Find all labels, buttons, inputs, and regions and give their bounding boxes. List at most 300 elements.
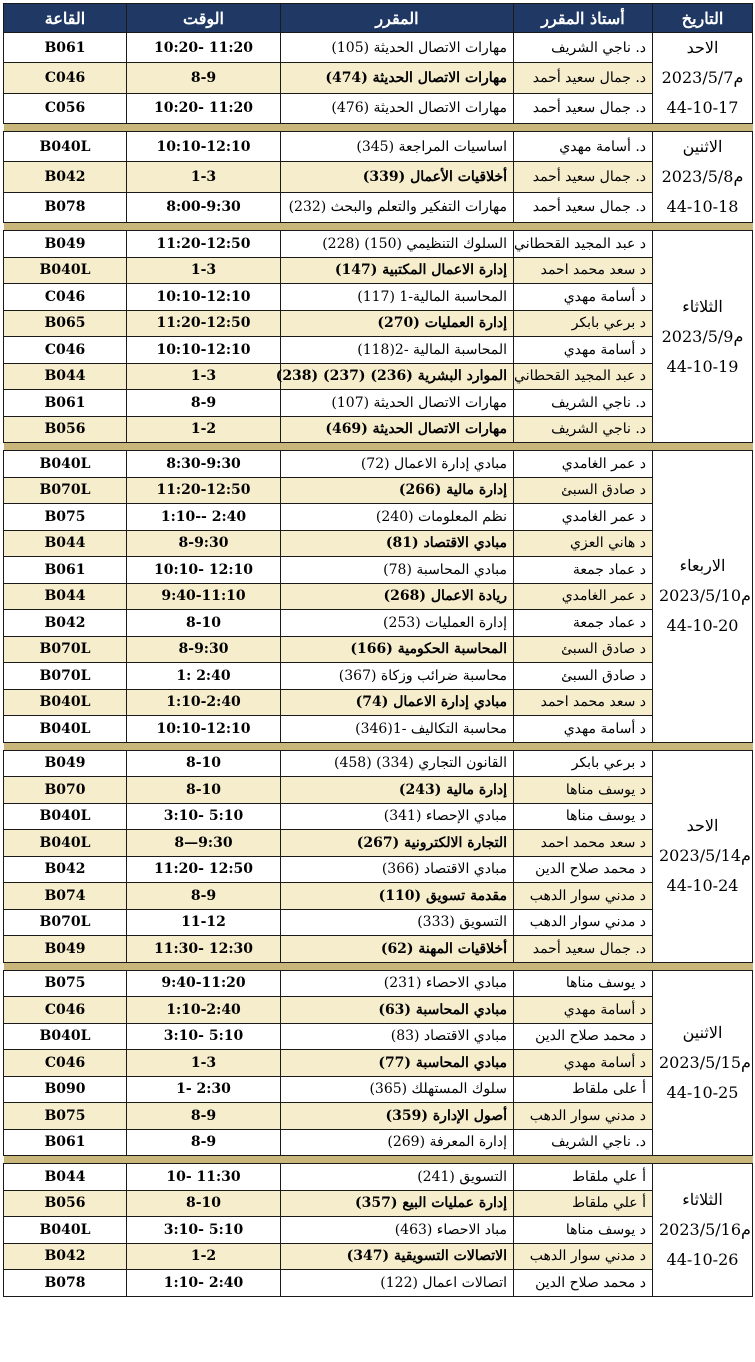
time-cell xyxy=(127,1190,281,1217)
room-cell xyxy=(4,530,127,557)
course-cell: إدارة عمليات البيع (357) xyxy=(281,1190,514,1217)
room-cell-value: B056 xyxy=(44,421,86,438)
teacher-cell: د عماد جمعة xyxy=(514,557,653,584)
teacher-cell: د برعي بابكر xyxy=(514,750,653,777)
time-cell-value: 11:20-12:50 xyxy=(156,235,251,252)
course-cell: ريادة الاعمال (268) xyxy=(281,583,514,610)
time-cell xyxy=(127,883,281,910)
course-cell: إدارة المعرفة (269) xyxy=(281,1129,514,1156)
table-row xyxy=(4,192,753,222)
course-cell: مهارات الاتصال الحديثة (105) xyxy=(281,33,514,63)
teacher-cell: د صادق السبئ xyxy=(514,477,653,504)
room-cell xyxy=(4,936,127,963)
room-cell-value: B090 xyxy=(44,1081,86,1098)
room-cell-value: B040L xyxy=(39,455,91,472)
time-cell-value: 8-9:30 xyxy=(178,641,229,658)
teacher-cell: أ علي ملقاط xyxy=(514,1190,653,1217)
room-cell-value: B070 xyxy=(44,781,86,798)
day-date-cell xyxy=(653,451,753,743)
room-cell-value: B040L xyxy=(39,720,91,737)
room-cell-value: B040L xyxy=(39,138,91,155)
time-cell-value: 9:40-11:20 xyxy=(161,975,246,992)
time-cell xyxy=(127,162,281,192)
time-cell-value: 11:20-12:50 xyxy=(156,315,251,332)
table-row xyxy=(4,257,753,284)
teacher-cell: د. ناجي الشريف xyxy=(514,390,653,417)
time-cell-value: 10:10-12:10 xyxy=(156,341,251,358)
room-cell xyxy=(4,716,127,743)
room-cell xyxy=(4,557,127,584)
table-row xyxy=(4,93,753,123)
time-cell xyxy=(127,716,281,743)
room-cell-value: B078 xyxy=(44,1274,86,1291)
teacher-cell: د عماد جمعة xyxy=(514,610,653,637)
table-row xyxy=(4,557,753,584)
time-cell xyxy=(127,416,281,443)
time-cell-value: 3:10- 5:10 xyxy=(163,1028,244,1045)
time-cell xyxy=(127,1076,281,1103)
table-row xyxy=(4,663,753,690)
room-cell-value: C056 xyxy=(44,100,86,117)
room-cell-value: B042 xyxy=(44,614,86,631)
room-cell xyxy=(4,803,127,830)
time-cell xyxy=(127,1050,281,1077)
time-cell xyxy=(127,1217,281,1244)
teacher-cell: د عبد المجيد القحطاني xyxy=(514,231,653,258)
table-row xyxy=(4,830,753,857)
room-cell xyxy=(4,1103,127,1130)
course-cell: مبادي المحاسبة (63) xyxy=(281,997,514,1024)
table-row xyxy=(4,477,753,504)
course-cell: مبادي المحاسبة (78) xyxy=(281,557,514,584)
course-cell: إدارة العمليات (270) xyxy=(281,310,514,337)
room-cell-value: C046 xyxy=(44,1054,86,1071)
course-cell: محاسبة التكاليف -1(346) xyxy=(281,716,514,743)
time-cell-value: 8-9 xyxy=(190,1134,217,1151)
day-separator xyxy=(4,443,753,451)
gregorian-date: 2023/5/10م xyxy=(659,586,751,606)
time-cell-value: 10:20- 11:20 xyxy=(154,100,253,117)
teacher-cell: د هاني العزي xyxy=(514,530,653,557)
time-cell-value: 1: 2:40 xyxy=(176,667,231,684)
teacher-cell: د. ناجي الشريف xyxy=(514,33,653,63)
hijri-date: 44-10-26 xyxy=(666,1249,739,1269)
teacher-cell: د يوسف مناها xyxy=(514,970,653,997)
room-cell-value: B044 xyxy=(44,368,86,385)
course-cell: اساسيات المراجعة (345) xyxy=(281,132,514,162)
room-cell xyxy=(4,390,127,417)
time-cell xyxy=(127,830,281,857)
teacher-cell: د يوسف مناها xyxy=(514,803,653,830)
room-cell-value: B061 xyxy=(44,1134,86,1151)
time-cell-value: 1-3 xyxy=(190,262,217,279)
day-name: الاحد xyxy=(686,38,719,57)
time-cell xyxy=(127,689,281,716)
room-cell xyxy=(4,1023,127,1050)
time-cell xyxy=(127,1270,281,1297)
room-cell-value: B049 xyxy=(44,755,86,772)
room-cell xyxy=(4,689,127,716)
time-cell xyxy=(127,530,281,557)
room-cell-value: B075 xyxy=(44,1107,86,1124)
table-row xyxy=(4,583,753,610)
room-cell-value: B070L xyxy=(39,914,91,931)
room-cell-value: B075 xyxy=(44,508,86,525)
day-separator-bar xyxy=(4,443,753,451)
course-cell: محاسبة ضرائب وزكاة (367) xyxy=(281,663,514,690)
time-cell-value: 11-12 xyxy=(181,914,226,931)
hijri-date: 44-10-24 xyxy=(666,876,739,895)
course-cell: مبادي الاحصاء (231) xyxy=(281,970,514,997)
table-row xyxy=(4,231,753,258)
table-row xyxy=(4,909,753,936)
time-cell xyxy=(127,132,281,162)
day-date-cell xyxy=(653,231,753,443)
room-cell-value: B042 xyxy=(44,168,86,185)
hijri-date: 44-10-17 xyxy=(666,98,739,117)
course-cell: مهارات الاتصال الحديثة (469) xyxy=(281,416,514,443)
time-cell xyxy=(127,1164,281,1191)
table-row xyxy=(4,162,753,192)
room-cell xyxy=(4,162,127,192)
room-cell-value: C046 xyxy=(44,69,86,86)
room-cell xyxy=(4,477,127,504)
room-cell xyxy=(4,636,127,663)
time-cell-value: 1-3 xyxy=(190,168,217,185)
room-cell-value: B040L xyxy=(39,834,91,851)
room-cell-value: B044 xyxy=(44,588,86,605)
course-cell: مبادي الاقتصاد (81) xyxy=(281,530,514,557)
teacher-cell: د أسامة مهدي xyxy=(514,337,653,364)
time-cell-value: 8-10 xyxy=(185,755,222,772)
day-separator-bar xyxy=(4,1156,753,1164)
course-cell: التسويق (241) xyxy=(281,1164,514,1191)
table-row xyxy=(4,132,753,162)
table-row xyxy=(4,1076,753,1103)
teacher-cell: د برعي بابكر xyxy=(514,310,653,337)
table-row xyxy=(4,936,753,963)
teacher-cell: د سعد محمد احمد xyxy=(514,830,653,857)
room-cell xyxy=(4,504,127,531)
exam-schedule-table xyxy=(3,3,753,1297)
day-name: الاثنين xyxy=(682,137,723,156)
room-cell-value: B040L xyxy=(39,694,91,711)
room-cell xyxy=(4,777,127,804)
room-cell xyxy=(4,1050,127,1077)
time-cell-value: 1- 2:30 xyxy=(176,1081,231,1098)
day-date-cell xyxy=(653,750,753,962)
room-cell xyxy=(4,1270,127,1297)
room-cell-value: B074 xyxy=(44,887,86,904)
teacher-cell: د. أسامة مهدي xyxy=(514,132,653,162)
course-cell: إدارة مالية (266) xyxy=(281,477,514,504)
time-cell-value: 8:30-9:30 xyxy=(166,455,241,472)
day-name: الاحد xyxy=(686,816,719,835)
teacher-cell: د عمر الغامدي xyxy=(514,504,653,531)
room-cell-value: B049 xyxy=(44,235,86,252)
time-cell xyxy=(127,909,281,936)
table-row xyxy=(4,310,753,337)
course-cell: سلوك المستهلك (365) xyxy=(281,1076,514,1103)
table-row xyxy=(4,390,753,417)
course-cell: إدارة العمليات (253) xyxy=(281,610,514,637)
table-row xyxy=(4,1164,753,1191)
table-row xyxy=(4,883,753,910)
time-cell xyxy=(127,33,281,63)
time-cell-value: 1:10- 2:40 xyxy=(163,1274,244,1291)
day-separator xyxy=(4,742,753,750)
teacher-cell: د أسامة مهدي xyxy=(514,997,653,1024)
time-cell xyxy=(127,663,281,690)
course-cell: إدارة الاعمال المكتبية (147) xyxy=(281,257,514,284)
course-cell: مبادي إدارة الاعمال (74) xyxy=(281,689,514,716)
time-cell xyxy=(127,1129,281,1156)
table-row xyxy=(4,363,753,390)
room-cell xyxy=(4,132,127,162)
table-row xyxy=(4,1023,753,1050)
room-cell-value: B078 xyxy=(44,199,86,216)
teacher-cell: د. جمال سعيد أحمد xyxy=(514,192,653,222)
time-cell-value: 8-9 xyxy=(190,394,217,411)
room-cell xyxy=(4,1190,127,1217)
time-cell xyxy=(127,750,281,777)
day-date-cell xyxy=(653,33,753,124)
room-cell xyxy=(4,337,127,364)
time-cell xyxy=(127,477,281,504)
room-cell xyxy=(4,1217,127,1244)
day-separator-bar xyxy=(4,124,753,132)
course-cell: مبادي إدارة الاعمال (72) xyxy=(281,451,514,478)
time-cell xyxy=(127,451,281,478)
table-row xyxy=(4,1050,753,1077)
room-cell xyxy=(4,610,127,637)
hijri-date: 44-10-25 xyxy=(666,1082,739,1102)
table-row xyxy=(4,504,753,531)
course-cell: القانون التجاري (334) (458) xyxy=(281,750,514,777)
day-separator-bar xyxy=(4,962,753,970)
header-room: القاعة xyxy=(4,4,127,33)
room-cell-value: C046 xyxy=(44,1001,86,1018)
room-cell xyxy=(4,1164,127,1191)
teacher-cell: د يوسف مناها xyxy=(514,1217,653,1244)
table-row xyxy=(4,689,753,716)
time-cell-value: 1-3 xyxy=(190,1054,217,1071)
room-cell-value: B040L xyxy=(39,1221,91,1238)
time-cell xyxy=(127,310,281,337)
room-cell xyxy=(4,192,127,222)
time-cell-value: 10:20- 11:20 xyxy=(154,39,253,56)
teacher-cell: د أسامة مهدي xyxy=(514,284,653,311)
time-cell xyxy=(127,390,281,417)
course-cell: مهارات الاتصال الحديثة (474) xyxy=(281,63,514,93)
time-cell-value: 8-10 xyxy=(185,614,222,631)
teacher-cell: د صادق السبئ xyxy=(514,636,653,663)
table-row xyxy=(4,1270,753,1297)
course-cell: التسويق (333) xyxy=(281,909,514,936)
course-cell: المحاسبة الحكومية (166) xyxy=(281,636,514,663)
teacher-cell: أ علي ملقاط xyxy=(514,1164,653,1191)
room-cell xyxy=(4,830,127,857)
time-cell xyxy=(127,1023,281,1050)
room-cell-value: C046 xyxy=(44,288,86,305)
room-cell xyxy=(4,1129,127,1156)
room-cell-value: B040L xyxy=(39,808,91,825)
table-row xyxy=(4,1190,753,1217)
course-cell: اتصالات اعمال (122) xyxy=(281,1270,514,1297)
course-cell: مباد الاحصاء (463) xyxy=(281,1217,514,1244)
time-cell xyxy=(127,1103,281,1130)
teacher-cell: د. جمال سعيد أحمد xyxy=(514,93,653,123)
gregorian-date: 2023/5/7م xyxy=(661,68,744,87)
gregorian-date: 2023/5/8م xyxy=(661,167,744,186)
time-cell xyxy=(127,1243,281,1270)
time-cell-value: 8—9:30 xyxy=(174,834,233,851)
day-separator-bar xyxy=(4,223,753,231)
table-row xyxy=(4,970,753,997)
day-separator-bar xyxy=(4,742,753,750)
course-cell: التجارة الالكترونية (267) xyxy=(281,830,514,857)
course-cell: أصول الإدارة (359) xyxy=(281,1103,514,1130)
time-cell xyxy=(127,284,281,311)
course-cell: أخلاقيات المهنة (62) xyxy=(281,936,514,963)
teacher-cell: د عبد المجيد القحطاني xyxy=(514,363,653,390)
time-cell xyxy=(127,777,281,804)
teacher-cell: د مدني سوار الدهب xyxy=(514,909,653,936)
room-cell-value: B061 xyxy=(44,561,86,578)
time-cell-value: 11:30- 12:30 xyxy=(154,940,253,957)
time-cell-value: 1-2 xyxy=(190,421,217,438)
course-cell: مبادي الإحصاء (341) xyxy=(281,803,514,830)
header-teacher: أستاذ المقرر xyxy=(514,4,653,33)
table-row xyxy=(4,777,753,804)
header-time: الوقت xyxy=(127,4,281,33)
time-cell-value: 3:10- 5:10 xyxy=(163,1221,244,1238)
time-cell-value: 10:10-12:10 xyxy=(156,720,251,737)
teacher-cell: د. ناجي الشريف xyxy=(514,1129,653,1156)
teacher-cell: أ على ملقاط xyxy=(514,1076,653,1103)
table-row xyxy=(4,610,753,637)
time-cell-value: 1-2 xyxy=(190,1248,217,1265)
course-cell: مهارات التفكير والتعلم والبحث (232) xyxy=(281,192,514,222)
teacher-cell: د مدني سوار الدهب xyxy=(514,1243,653,1270)
course-cell: مبادي المحاسبة (77) xyxy=(281,1050,514,1077)
room-cell-value: B040L xyxy=(39,1028,91,1045)
header-date: التاريخ xyxy=(653,4,753,33)
time-cell-value: 8-9 xyxy=(190,1107,217,1124)
gregorian-date: 2023/5/16م xyxy=(659,1219,751,1239)
course-cell: إدارة مالية (243) xyxy=(281,777,514,804)
teacher-cell: د أسامة مهدي xyxy=(514,1050,653,1077)
gregorian-date: 2023/5/15م xyxy=(659,1052,751,1072)
time-cell-value: 8-9 xyxy=(190,69,217,86)
time-cell-value: 8-9 xyxy=(190,887,217,904)
time-cell-value: 10:10-12:10 xyxy=(156,288,251,305)
table-row xyxy=(4,856,753,883)
time-cell xyxy=(127,583,281,610)
time-cell xyxy=(127,192,281,222)
room-cell-value: B075 xyxy=(44,975,86,992)
time-cell-value: 8-10 xyxy=(185,1195,222,1212)
hijri-date: 44-10-19 xyxy=(666,356,739,376)
room-cell xyxy=(4,33,127,63)
room-cell xyxy=(4,310,127,337)
room-cell-value: B070L xyxy=(39,641,91,658)
room-cell-value: B061 xyxy=(44,39,86,56)
hijri-date: 44-10-20 xyxy=(666,616,739,636)
time-cell xyxy=(127,504,281,531)
teacher-cell: د أسامة مهدي xyxy=(514,716,653,743)
room-cell-value: B044 xyxy=(44,535,86,552)
table-row xyxy=(4,716,753,743)
room-cell xyxy=(4,63,127,93)
time-cell xyxy=(127,936,281,963)
room-cell xyxy=(4,93,127,123)
room-cell-value: B061 xyxy=(44,394,86,411)
time-cell-value: 11:20-12:50 xyxy=(156,482,251,499)
room-cell xyxy=(4,909,127,936)
time-cell xyxy=(127,63,281,93)
room-cell xyxy=(4,416,127,443)
table-row xyxy=(4,530,753,557)
day-date-cell xyxy=(653,1164,753,1297)
teacher-cell: د سعد محمد احمد xyxy=(514,257,653,284)
table-row xyxy=(4,1103,753,1130)
hijri-date: 44-10-18 xyxy=(666,197,739,216)
room-cell xyxy=(4,1243,127,1270)
time-cell-value: 11:20- 12:50 xyxy=(154,861,253,878)
teacher-cell: د محمد صلاح الدين xyxy=(514,1270,653,1297)
room-cell xyxy=(4,257,127,284)
course-cell: مقدمة تسويق (110) xyxy=(281,883,514,910)
teacher-cell: د. جمال سعيد أحمد xyxy=(514,936,653,963)
teacher-cell: د عمر الغامدي xyxy=(514,583,653,610)
time-cell xyxy=(127,93,281,123)
teacher-cell: د. ناجي الشريف xyxy=(514,416,653,443)
room-cell-value: B042 xyxy=(44,1248,86,1265)
day-separator xyxy=(4,962,753,970)
course-cell: الموارد البشرية (236) (237) (238) xyxy=(281,363,514,390)
teacher-cell: د صادق السبئ xyxy=(514,663,653,690)
table-row xyxy=(4,284,753,311)
course-cell: الاتصالات التسويقية (347) xyxy=(281,1243,514,1270)
room-cell-value: B049 xyxy=(44,940,86,957)
course-cell: مبادي الاقتصاد (366) xyxy=(281,856,514,883)
time-cell xyxy=(127,997,281,1024)
time-cell xyxy=(127,803,281,830)
teacher-cell: د عمر الغامدي xyxy=(514,451,653,478)
time-cell-value: 3:10- 5:10 xyxy=(163,808,244,825)
table-row xyxy=(4,63,753,93)
time-cell-value: 9:40-11:10 xyxy=(161,588,246,605)
day-name: الثلاثاء xyxy=(682,296,723,316)
room-cell xyxy=(4,1076,127,1103)
day-name: الثلاثاء xyxy=(682,1189,723,1209)
teacher-cell: د. جمال سعيد أحمد xyxy=(514,162,653,192)
room-cell xyxy=(4,750,127,777)
room-cell xyxy=(4,284,127,311)
room-cell xyxy=(4,231,127,258)
course-cell: السلوك التنظيمي (150) (228) xyxy=(281,231,514,258)
teacher-cell: د. جمال سعيد أحمد xyxy=(514,63,653,93)
gregorian-date: 2023/5/14م xyxy=(659,846,751,865)
time-cell xyxy=(127,636,281,663)
table-row xyxy=(4,337,753,364)
header-row xyxy=(4,4,753,33)
schedule-body xyxy=(4,33,753,1297)
room-cell xyxy=(4,856,127,883)
room-cell-value: B042 xyxy=(44,861,86,878)
course-cell: المحاسبة المالية -2(118) xyxy=(281,337,514,364)
